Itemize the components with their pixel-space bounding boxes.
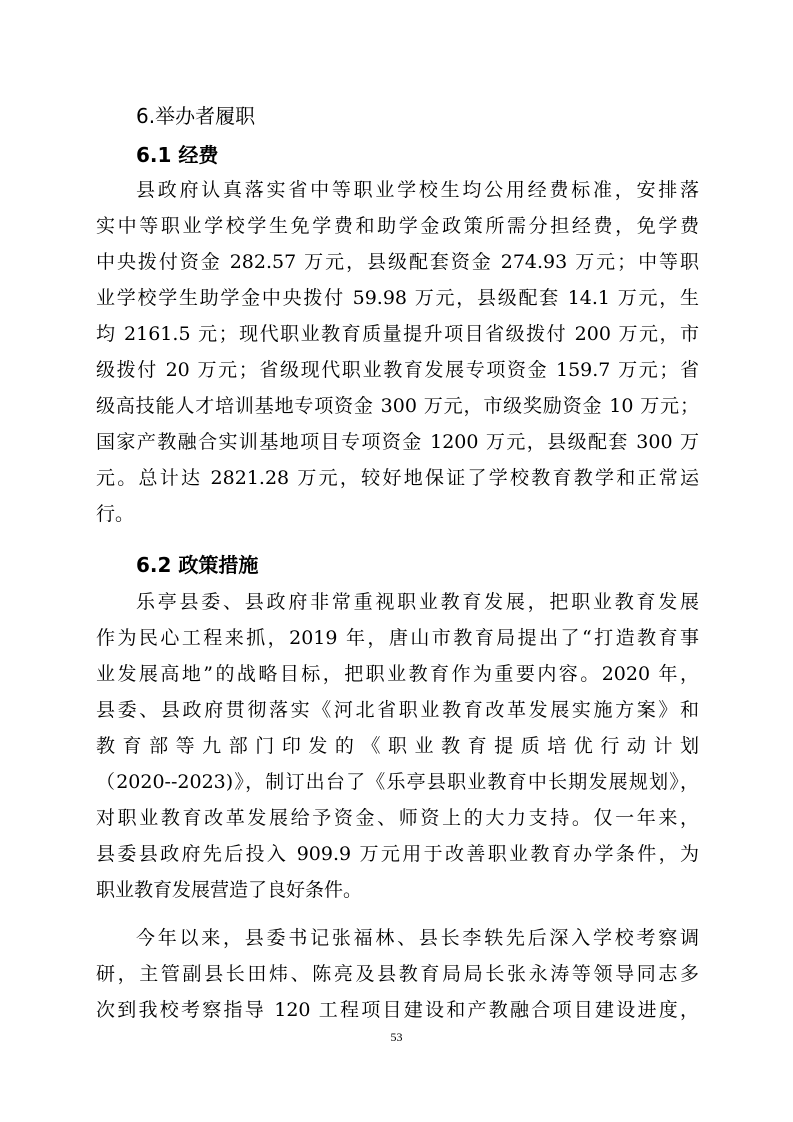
- s62-p1-line-8: 县委县政府先后投入 909.9 万元用于改善职业教育办学条件，为: [96, 843, 699, 865]
- s61-line-8: 国家产教融合实训基地项目专项资金 1200 万元，县级配套 300 万: [96, 431, 699, 453]
- s62-p1-line-3: 业发展高地”的战略目标，把职业教育作为重要内容。2020 年，: [96, 663, 699, 685]
- s62-p1-line-2: 作为民心工程来抓，2019 年，唐山市教育局提出了“打造教育事: [96, 627, 699, 649]
- s61-line-1: 县政府认真落实省中等职业学校生均公用经费标准，安排落: [136, 179, 699, 201]
- s62-p1-line-4: 县委、县政府贯彻落实《河北省职业教育改革发展实施方案》和: [96, 699, 699, 721]
- s62-p1-line-7: 对职业教育改革发展给予资金、师资上的大力支持。仅一年来，: [96, 807, 699, 829]
- s61-line-2: 实中等职业学校学生免学费和助学金政策所需分担经费，免学费: [96, 215, 699, 237]
- s62-p1-line-5: 教育部等九部门印发的《职业教育提质培优行动计划: [96, 735, 699, 757]
- s62-p1-line-6: （2020--2023)》，制订出台了《乐亭县职业教育中长期发展规划》，: [96, 771, 699, 793]
- section-title: 6.举办者履职: [136, 104, 256, 128]
- section-6-1-heading: 6.1 经费: [136, 143, 219, 167]
- s62-p1-line-1: 乐亭县委、县政府非常重视职业教育发展，把职业教育发展: [136, 591, 699, 613]
- s61-line-5: 均 2161.5 元；现代职业教育质量提升项目省级拨付 200 万元，市: [96, 323, 699, 345]
- s62-p2-line-2: 研，主管副县长田炜、陈亮及县教育局局长张永涛等领导同志多: [96, 963, 699, 985]
- s62-p2-line-1: 今年以来，县委书记张福林、县长李轶先后深入学校考察调: [136, 927, 699, 949]
- s61-line-9: 元。总计达 2821.28 万元，较好地保证了学校教育教学和正常运: [96, 467, 699, 489]
- s61-line-7: 级高技能人才培训基地专项资金 300 万元，市级奖励资金 10 万元；: [96, 395, 699, 417]
- s61-line-6: 级拨付 20 万元；省级现代职业教育发展专项资金 159.7 万元；省: [96, 359, 699, 381]
- s61-line-4: 业学校学生助学金中央拨付 59.98 万元，县级配套 14.1 万元，生: [96, 287, 699, 309]
- s61-line-10: 行。: [96, 503, 135, 525]
- page-number: 53: [390, 1030, 403, 1044]
- section-6-2-heading: 6.2 政策措施: [136, 553, 259, 577]
- s62-p2-line-3: 次到我校考察指导 120 工程项目建设和产教融合项目建设进度，: [96, 999, 699, 1021]
- s61-line-3: 中央拨付资金 282.57 万元，县级配套资金 274.93 万元；中等职: [96, 251, 699, 273]
- s62-p1-line-9: 职业教育发展营造了良好条件。: [96, 879, 363, 901]
